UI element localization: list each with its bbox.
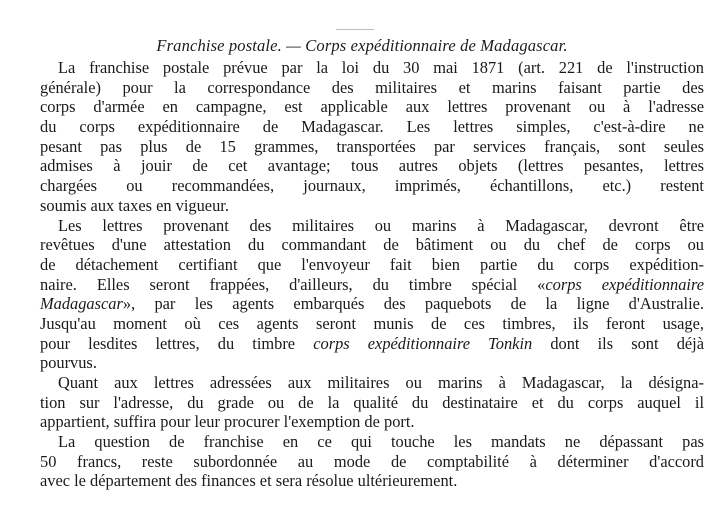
top-rule-divider [336,29,374,30]
text-segment: », par les agents embarqués des paquebots de la ligne d'Australie. [122,294,704,314]
text-line [40,412,704,432]
text-segment: Quant aux lettres adressées aux militaires ou marins à Madagascar, la désigna- [58,373,704,392]
text-line [40,117,704,137]
text-segment: appartient, suffira pour leur procurer l'exemption de port. [40,412,415,432]
text-line [40,471,704,491]
text-segment: La question de franchise en ce qui touche les mandats ne dépassant pas [58,432,704,452]
text-line [40,275,704,295]
text-line [40,294,704,314]
paragraph [40,216,704,374]
paragraph [40,432,704,491]
text-line [40,216,704,236]
text-line [40,58,704,78]
italic-text: corps expéditionnaire [545,274,704,294]
italic-text: corps expéditionnaire Tonkin [313,333,533,353]
text-segment: corps d'armée en campagne, est applicable aux lettres provenant ou à l'adresse [40,97,704,117]
text-line [40,196,704,216]
text-line [40,235,704,255]
paragraph [40,373,704,432]
text-segment: Jusqu'au moment où ces agents seront munis de ces timbres, ils feront usage, [40,313,704,333]
text-segment: chargées ou recommandées, journaux, imprimés, échantillons, etc.) restent [40,176,704,196]
paragraph [40,58,704,216]
text-segment: 50 francs, reste subordonnée au mode de comptabilité à déterminer d'accord [40,451,704,471]
text-line [40,393,704,413]
text-line [40,156,704,176]
text-segment: soumis aux taxes en vigueur. [40,195,229,215]
italic-text: Madagascar [40,294,123,314]
text-line [40,334,704,354]
text-line [40,353,704,373]
text-segment: tion sur l'adresse, du grade ou de la qualité du destinataire et du corps auquel il [40,392,704,412]
text-segment: générale) pour la correspondance des militaires et marins faisant partie des [40,77,704,97]
body-text [40,58,704,491]
text-segment: de détachement certifiant que l'envoyeur fait bien partie du corps expédition- [40,254,704,274]
text-line [40,78,704,98]
text-segment: admises à jouir de cet avantage; tous autres objets (lettres pesantes, lettres [40,156,704,176]
text-segment: naire. Elles seront frappées, d'ailleurs, du timbre spécial « [40,274,546,294]
text-line [40,314,704,334]
text-segment: pesant pas plus de 15 grammes, transportées par services français, sont seules [40,136,704,156]
text-line [40,432,704,452]
text-line [40,176,704,196]
text-segment: Les lettres provenant des militaires ou marins à Madagascar, devront être [58,215,704,235]
text-segment: dont ils sont déjà [532,333,704,353]
text-segment: pourvus. [40,353,97,373]
text-line [40,255,704,275]
text-line [40,137,704,157]
text-segment: pour lesdites lettres, du timbre [40,333,314,353]
text-line [40,373,704,393]
text-segment: du corps expéditionnaire de Madagascar. Les lettres simples, c'est-à-dire ne [40,117,704,137]
text-segment: La franchise postale prévue par la loi du 30 mai 1871 (art. 221 de l'instruction [58,58,704,77]
text-segment: avec le département des finances et sera résolue ultérieurement. [40,471,458,491]
section-title: Franchise postale. — Corps expéditionnaire de Madagascar. [156,36,568,55]
text-segment: revêtues d'une attestation du commandant de bâtiment ou du chef de corps ou [40,235,704,255]
text-line [40,97,704,117]
text-line [40,452,704,472]
